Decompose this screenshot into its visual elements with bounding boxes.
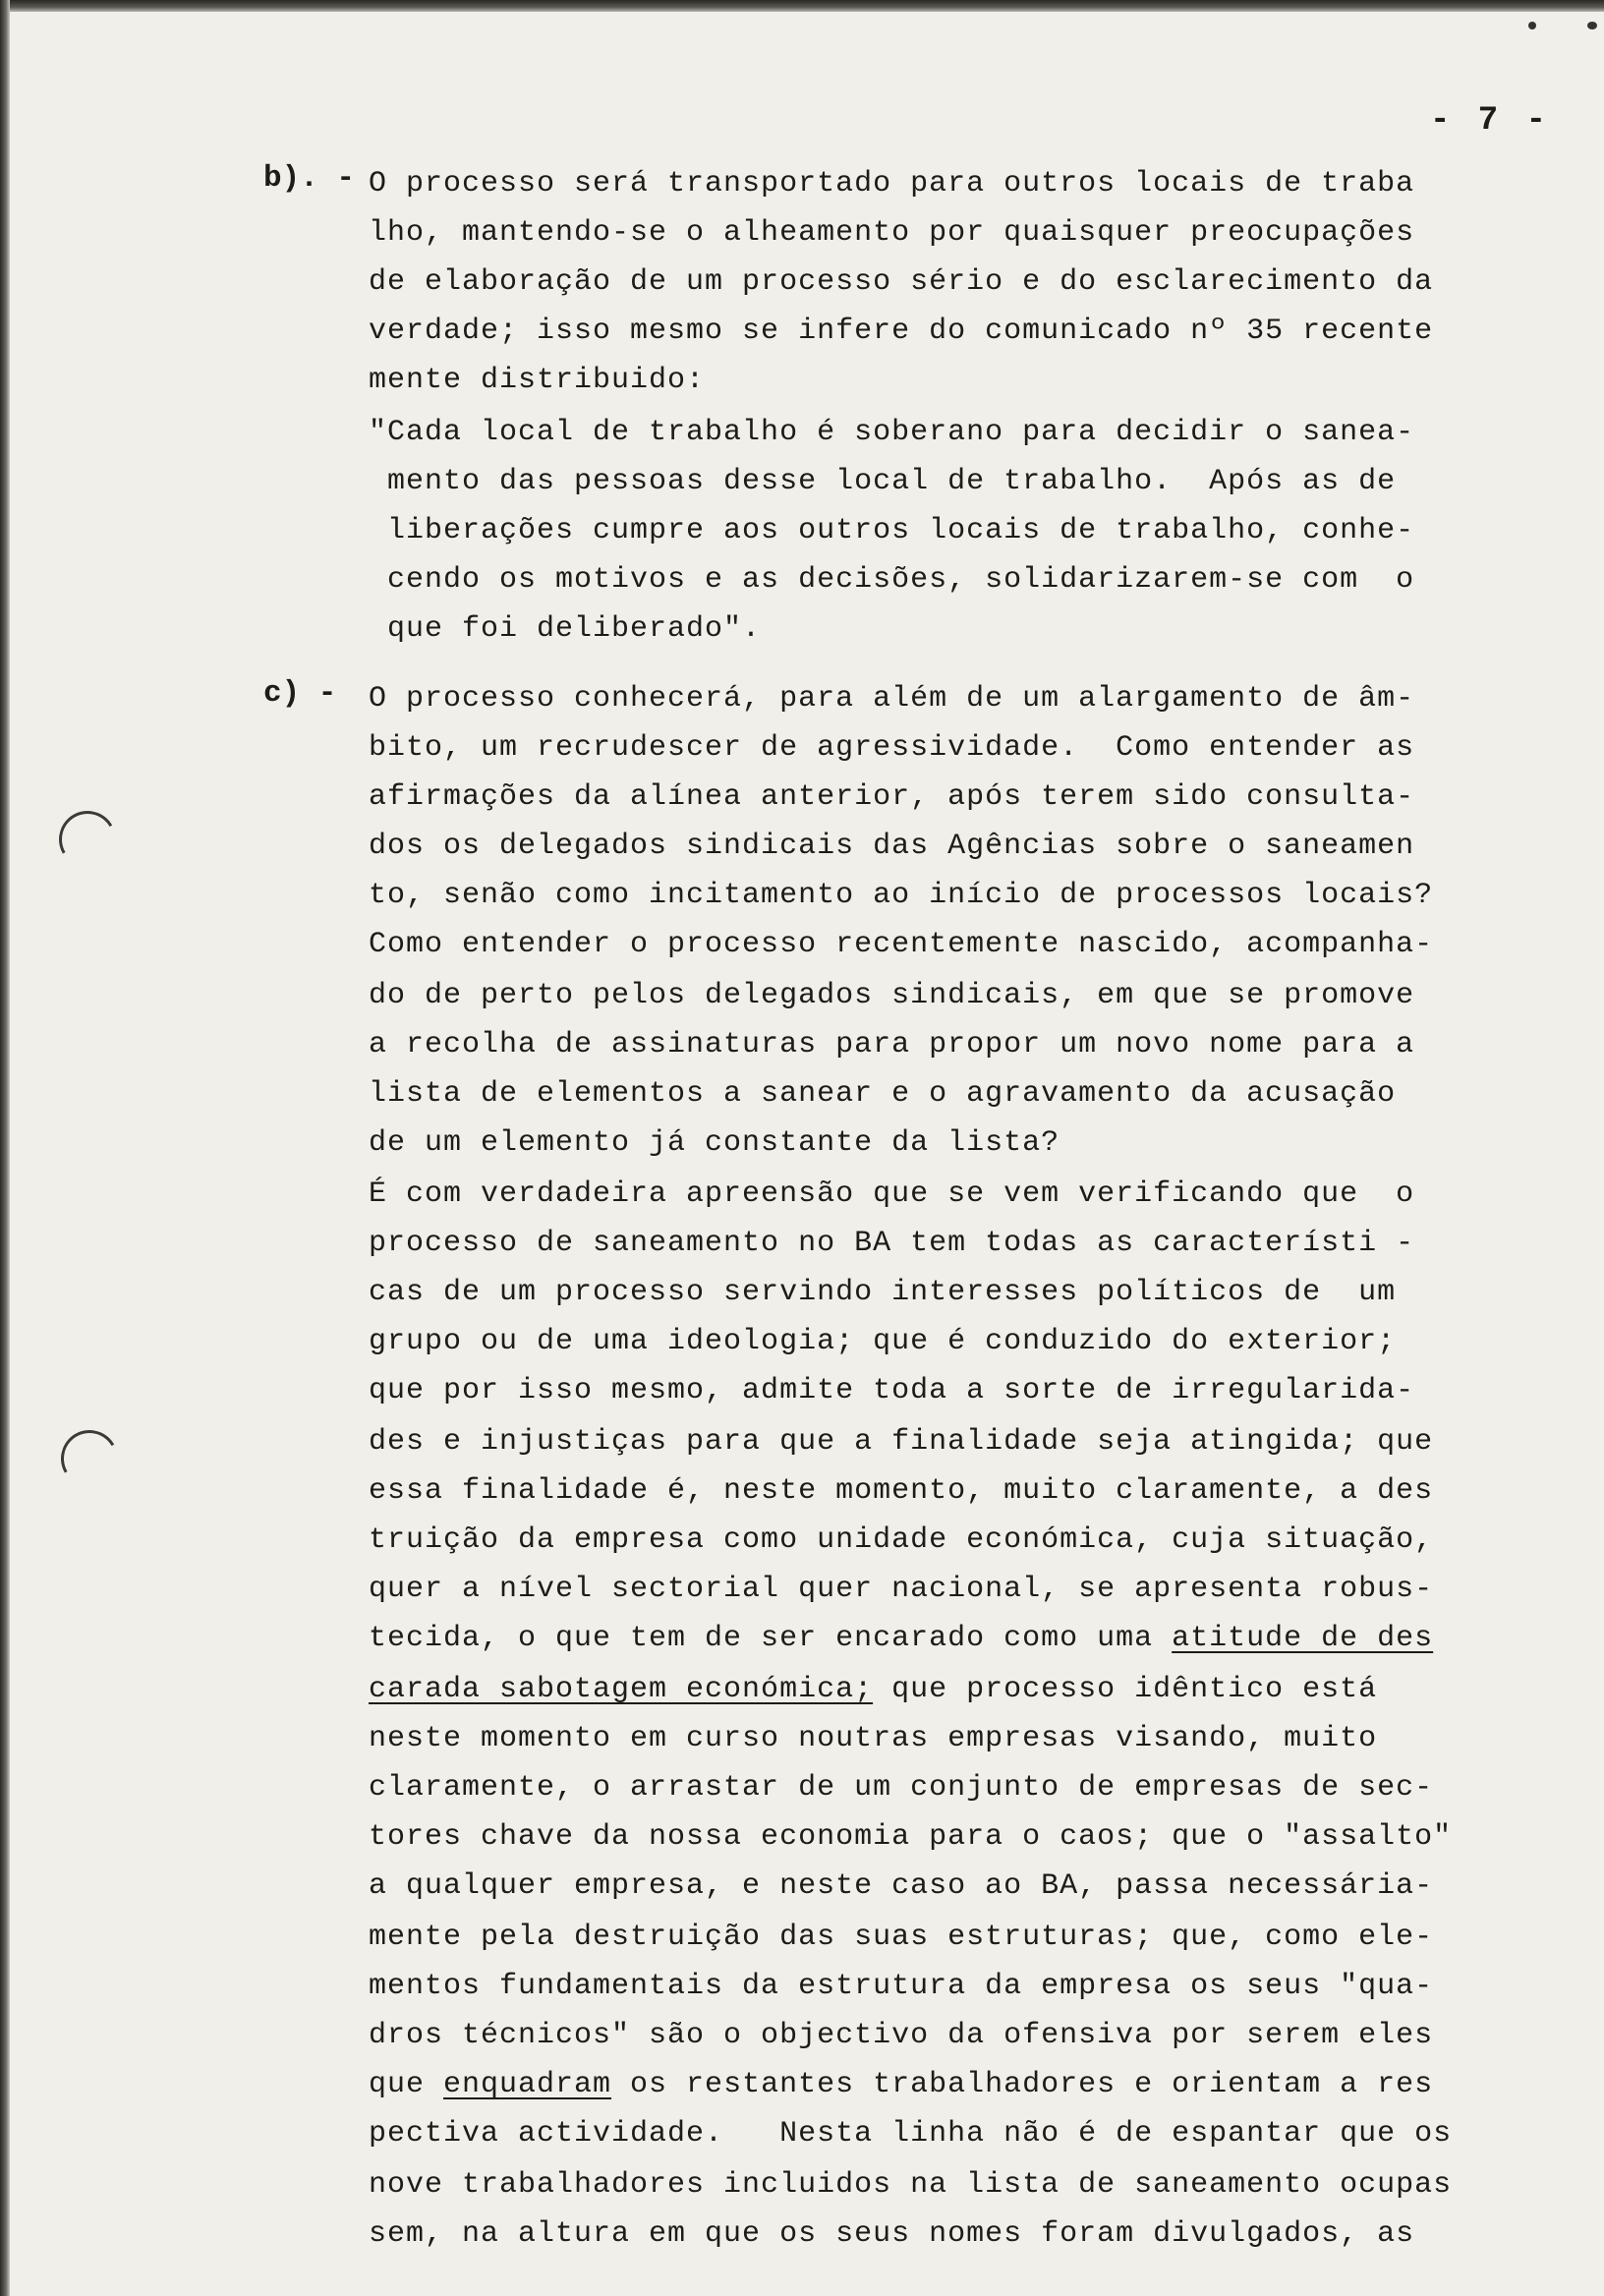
- scan-speck: [1587, 22, 1597, 29]
- text-segment: to, senão como incitamento ao início de processos locais?: [369, 879, 1434, 912]
- text-line: [369, 1030, 1414, 1060]
- text-segment: que processo idêntico está: [873, 1673, 1378, 1706]
- text-line: [369, 1327, 1396, 1356]
- text-segment: claramente, o arrastar de um conjunto de empresas de sec-: [369, 1771, 1434, 1805]
- text-segment: mento das pessoas desse local de trabalho. Após as de: [369, 465, 1397, 498]
- text-line: [369, 1575, 1433, 1604]
- text-line: [369, 1871, 1433, 1901]
- text-line: [369, 565, 1414, 595]
- text-segment: des e injustiças para que a finalidade seja atingida; que: [369, 1425, 1434, 1459]
- text-line: [369, 1624, 1433, 1653]
- text-line: [369, 614, 761, 644]
- text-line: [369, 1476, 1433, 1506]
- text-line: [369, 1079, 1396, 1109]
- text-segment: processo de saneamento no BA tem todas as característi -: [369, 1227, 1415, 1260]
- text-segment: pectiva actividade. Nesta linha não é de espantar que os: [369, 2117, 1453, 2151]
- text-line: [369, 1675, 1377, 1704]
- underlined-text: enquadram: [443, 2068, 612, 2101]
- scan-left-border: [0, 0, 10, 2296]
- text-segment: que foi deliberado".: [369, 612, 762, 646]
- text-line: [369, 267, 1433, 297]
- text-line: [369, 684, 1414, 714]
- text-segment: É com verdadeira apreensão que se vem verificando que o: [369, 1177, 1415, 1211]
- text-line: [369, 316, 1433, 346]
- text-line: [369, 2021, 1433, 2050]
- text-segment: lista de elementos a sanear e o agravamento da acusação: [369, 1077, 1397, 1111]
- text-line: [369, 2070, 1433, 2099]
- page-number: - 7 -: [1430, 102, 1551, 140]
- text-line: [369, 1773, 1433, 1803]
- text-line: [369, 1923, 1433, 1952]
- text-line: [369, 881, 1433, 910]
- text-line: [369, 981, 1414, 1010]
- item-label: b). -: [263, 161, 356, 196]
- text-segment: verdade; isso mesmo se infere do comunicado nº 35 recente: [369, 315, 1434, 348]
- underlined-text: atitude de des: [1172, 1622, 1434, 1655]
- text-segment: truição da empresa como unidade económica, cuja situação,: [369, 1523, 1434, 1557]
- text-line: [369, 1278, 1396, 1307]
- text-segment: do de perto pelos delegados sindicais, em que se promove: [369, 979, 1415, 1012]
- text-segment: grupo ou de uma ideologia; que é conduzido do exterior;: [369, 1325, 1397, 1358]
- text-line: [369, 2119, 1452, 2149]
- text-segment: afirmações da alínea anterior, após terem sido consulta-: [369, 780, 1415, 814]
- text-segment: dos os delegados sindicais das Agências sobre o saneamen: [369, 830, 1415, 863]
- scan-speck: [1528, 22, 1536, 29]
- text-segment: nove trabalhadores incluidos na lista de saneamento ocupas: [369, 2168, 1453, 2202]
- text-segment: mente pela destruição das suas estruturas; que, como ele-: [369, 1921, 1434, 1954]
- text-line: [369, 1972, 1433, 2001]
- text-line: [369, 1724, 1377, 1753]
- text-line: [369, 782, 1414, 812]
- text-line: [369, 467, 1396, 496]
- text-line: [369, 733, 1414, 763]
- text-line: [369, 516, 1414, 545]
- text-line: [369, 418, 1414, 447]
- text-line: [369, 1128, 1060, 1158]
- text-segment: liberações cumpre aos outros locais de trabalho, conhe-: [369, 514, 1415, 547]
- text-segment: "Cada local de trabalho é soberano para decidir o sanea-: [369, 416, 1415, 449]
- item-label: c) -: [263, 676, 337, 711]
- text-segment: Como entender o processo recentemente nascido, acompanha-: [369, 928, 1434, 961]
- text-line: [369, 2170, 1452, 2200]
- text-segment: cas de um processo servindo interesses políticos de um: [369, 1276, 1397, 1309]
- text-line: [369, 1822, 1452, 1852]
- text-segment: que: [369, 2068, 444, 2101]
- text-segment: de um elemento já constante da lista?: [369, 1126, 1060, 1160]
- text-segment: os restantes trabalhadores e orientam a res: [611, 2068, 1434, 2101]
- text-segment: tecida, o que tem de ser encarado como uma: [369, 1622, 1173, 1655]
- text-segment: O processo será transportado para outros locais de traba: [369, 167, 1415, 201]
- text-segment: O processo conhecerá, para além de um alargamento de âm-: [369, 682, 1415, 716]
- text-line: [369, 169, 1414, 199]
- text-segment: essa finalidade é, neste momento, muito claramente, a des: [369, 1474, 1434, 1508]
- text-segment: lho, mantendo-se o alheamento por quaisquer preocupações: [369, 216, 1415, 250]
- text-segment: que por isso mesmo, admite toda a sorte de irregularida-: [369, 1374, 1415, 1407]
- text-line: [369, 1376, 1414, 1406]
- text-line: [369, 1427, 1433, 1457]
- text-segment: mente distribuido:: [369, 364, 706, 397]
- text-line: [369, 1179, 1414, 1209]
- text-line: [369, 930, 1433, 959]
- text-line: [369, 366, 705, 395]
- text-segment: cendo os motivos e as decisões, solidarizarem-se com o: [369, 563, 1415, 597]
- text-line: [369, 1229, 1414, 1258]
- text-segment: mentos fundamentais da estrutura da empresa os seus "qua-: [369, 1970, 1434, 2003]
- text-line: [369, 832, 1414, 861]
- text-segment: dros técnicos" são o objectivo da ofensiva por serem eles: [369, 2019, 1434, 2052]
- text-line: [369, 218, 1414, 248]
- text-segment: de elaboração de um processo sério e do esclarecimento da: [369, 265, 1434, 299]
- text-segment: bito, um recrudescer de agressividade. Como entender as: [369, 731, 1415, 765]
- scan-top-border: [0, 0, 1604, 12]
- underlined-text: carada sabotagem económica;: [369, 1673, 874, 1706]
- text-segment: quer a nível sectorial quer nacional, se apresenta robus-: [369, 1573, 1434, 1606]
- text-line: [369, 1525, 1433, 1555]
- text-segment: neste momento em curso noutras empresas visando, muito: [369, 1722, 1378, 1755]
- text-segment: tores chave da nossa economia para o caos; que o "assalto": [369, 1820, 1453, 1854]
- punch-hole-mark: [52, 804, 122, 874]
- text-line: [369, 2219, 1414, 2249]
- punch-hole-mark: [54, 1423, 124, 1493]
- text-segment: a qualquer empresa, e neste caso ao BA, passa necessária-: [369, 1869, 1434, 1903]
- text-segment: a recolha de assinaturas para propor um novo nome para a: [369, 1028, 1415, 1062]
- text-segment: sem, na altura em que os seus nomes foram divulgados, as: [369, 2217, 1415, 2251]
